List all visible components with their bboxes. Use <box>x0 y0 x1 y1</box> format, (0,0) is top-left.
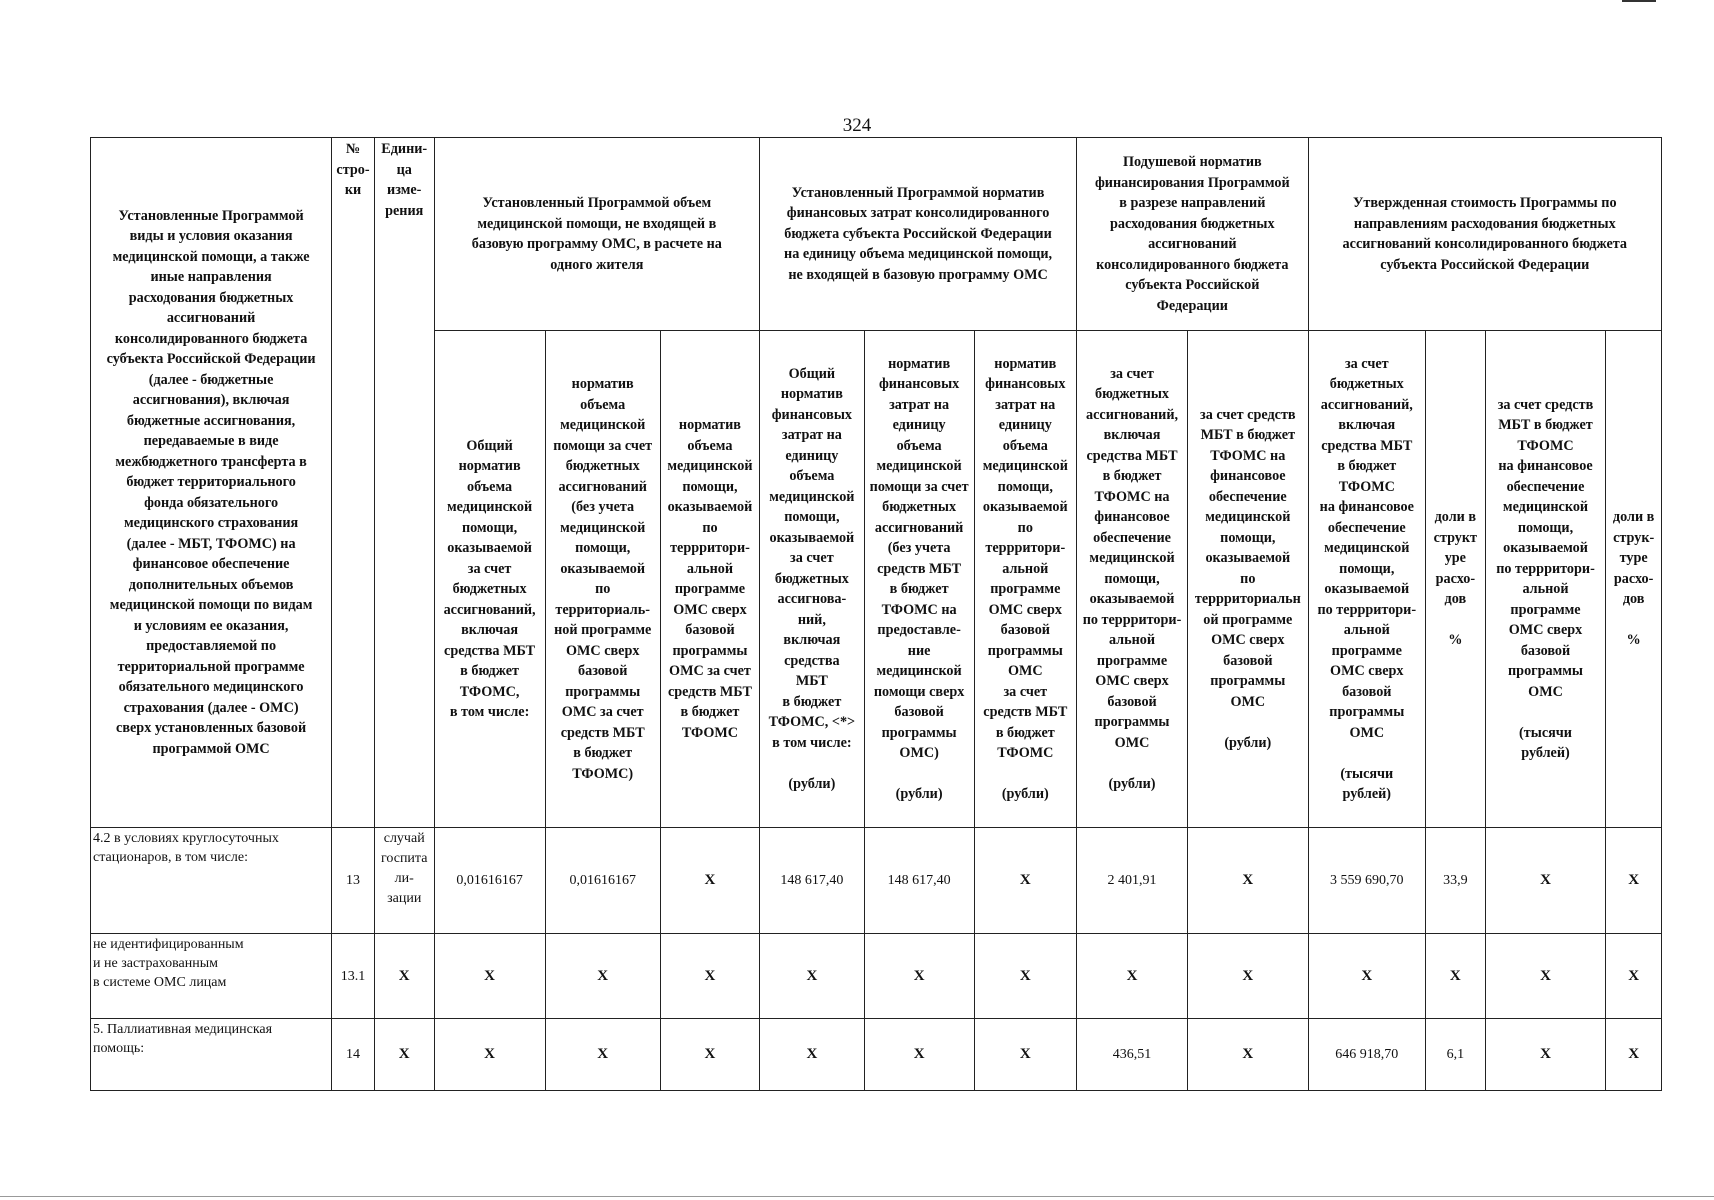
header-sub-4: Общий норматив финансовых затрат на единицу объема медицинской помощи, оказываемой за счет бюджетных ассигнова- ний, включая средства МБТ в бюджет ТФОМС, <*> в том числе: (рубли) <box>760 331 865 828</box>
cell: X <box>1606 934 1662 1019</box>
cell: 148 617,40 <box>760 828 865 934</box>
row-unit: X <box>374 1019 434 1091</box>
cell: X <box>545 934 660 1019</box>
row-name: 5. Паллиативная медицинская помощь: <box>91 1019 332 1091</box>
header-sub-12: доли в струк- туре расхо- дов % <box>1606 331 1662 828</box>
cell: X <box>434 1019 545 1091</box>
cell: X <box>760 1019 865 1091</box>
header-sub-3: норматив объема медицинской помощи, оказываемой по террритори- альной программе ОМС сверх базовой программы ОМС за счет средств МБТ в бюджет ТФОМС <box>660 331 759 828</box>
cell: X <box>1308 934 1425 1019</box>
row-unit: случай госпита ли- зации <box>374 828 434 934</box>
top-edge-line <box>1622 0 1656 2</box>
cell: 2 401,91 <box>1077 828 1188 934</box>
cell: 3 559 690,70 <box>1308 828 1425 934</box>
cell: X <box>974 1019 1076 1091</box>
header-sub-11: за счет средств МБТ в бюджет ТФОМС на финансовое обеспечение медицинской помощи, оказываемой по террритори- альной программе ОМС сверх базовой программы ОМС (тысячи рублей) <box>1485 331 1606 828</box>
row-name: не идентифицированным и не застрахованным в системе ОМС лицам <box>91 934 332 1019</box>
header-sub-2: норматив объема медицинской помощи за счет бюджетных ассигнований (без учета медицинской помощи, оказываемой по территориаль- ной программе ОМС сверх базовой программы ОМС за счет средств МБТ в бюджет ТФОМС) <box>545 331 660 828</box>
row-number: 14 <box>332 1019 375 1091</box>
cell: X <box>864 934 974 1019</box>
cell: X <box>1188 828 1309 934</box>
cell: 646 918,70 <box>1308 1019 1425 1091</box>
row-unit: X <box>374 934 434 1019</box>
header-sub-8: за счет средств МБТ в бюджет ТФОМС на финансовое обеспечение медицинской помощи, оказываемой по террриториальн ой программе ОМС сверх базовой программы ОМС (рубли) <box>1188 331 1309 828</box>
cell: X <box>660 1019 759 1091</box>
cell: X <box>660 828 759 934</box>
header-sub-7: за счет бюджетных ассигнований, включая средства МБТ в бюджет ТФОМС на финансовое обеспечение медицинской помощи, оказываемой по террритори- альной программе ОМС сверх базовой программы ОМС (рубли) <box>1077 331 1188 828</box>
header-group-cost-approved: Утвержденная стоимость Программы по направлениям расходования бюджетных ассигнований консолидированного бюджета субъекта Российской Федерации <box>1308 138 1661 331</box>
cell: X <box>660 934 759 1019</box>
cell: X <box>1485 934 1606 1019</box>
table-row <box>91 1019 1662 1091</box>
cell: X <box>1188 1019 1309 1091</box>
header-unit-column: Едини- ца изме- рения <box>374 138 434 828</box>
header-name-column: Установленные Программой виды и условия оказания медицинской помощи, а также иные направления расходования бюджетных ассигнований консолидированного бюджета субъекта Российской Федерации (далее - бюджетные ассигнования), включая бюджетные ассигнования, передаваемые в виде межбюджетного трансферта в бюджет территориального фонда обязательного медицинского страхования (далее - МБТ, ТФОМС) на финансовое обеспечение дополнительных объемов медицинской помощи по видам и условиям ее оказания, предоставляемой по территориальной программе обязательного медицинского страхования (далее - ОМС) сверх установленных базовой программой ОМС <box>91 138 332 828</box>
cell: 0,01616167 <box>434 828 545 934</box>
cell: 436,51 <box>1077 1019 1188 1091</box>
table-row <box>91 828 1662 934</box>
cell: X <box>1188 934 1309 1019</box>
header-sub-5: норматив финансовых затрат на единицу объема медицинской помощи за счет бюджетных ассигнований (без учета средств МБТ в бюджет ТФОМС на предоставле- ние медицинской помощи сверх базовой программы ОМС) (рубли) <box>864 331 974 828</box>
cell: X <box>1606 1019 1662 1091</box>
cell: 33,9 <box>1425 828 1485 934</box>
row-number: 13.1 <box>332 934 375 1019</box>
header-group-volume: Установленный Программой объем медицинской помощи, не входящей в базовую программу ОМС, в расчете на одного жителя <box>434 138 759 331</box>
cell: 0,01616167 <box>545 828 660 934</box>
header-sub-1: Общий норматив объема медицинской помощи, оказываемой за счет бюджетных ассигнований, включая средства МБТ в бюджет ТФОМС, в том числе: <box>434 331 545 828</box>
cell: X <box>864 1019 974 1091</box>
header-row-number-column: № стро- ки <box>332 138 375 828</box>
header-group-per-capita: Подушевой норматив финансирования Программой в разрезе направлений расходования бюджетных ассигнований консолидированного бюджета субъекта Российской Федерации <box>1077 138 1309 331</box>
header-sub-6: норматив финансовых затрат на единицу объема медицинской помощи, оказываемой по террритори- альной программе ОМС сверх базовой программы ОМС за счет средств МБТ в бюджет ТФОМС (рубли) <box>974 331 1076 828</box>
row-name: 4.2 в условиях круглосуточных стационаров, в том числе: <box>91 828 332 934</box>
cell: X <box>545 1019 660 1091</box>
bottom-edge-line <box>0 1196 1714 1197</box>
cell: X <box>1606 828 1662 934</box>
cell: X <box>974 828 1076 934</box>
cell: X <box>434 934 545 1019</box>
cell: X <box>1485 828 1606 934</box>
cell: 6,1 <box>1425 1019 1485 1091</box>
cell: X <box>1485 1019 1606 1091</box>
table-row <box>91 934 1662 1019</box>
budget-table <box>90 137 1662 1091</box>
cell: X <box>1077 934 1188 1019</box>
header-group-cost-norm: Установленный Программой норматив финансовых затрат консолидированного бюджета субъекта Российской Федерации на единицу объема медицинской помощи, не входящей в базовую программу ОМС <box>760 138 1077 331</box>
cell: 148 617,40 <box>864 828 974 934</box>
header-sub-10: доли в структ уре расхо- дов % <box>1425 331 1485 828</box>
row-number: 13 <box>332 828 375 934</box>
header-sub-9: за счет бюджетных ассигнований, включая средства МБТ в бюджет ТФОМС на финансовое обеспечение медицинской помощи, оказываемой по террритори- альной программе ОМС сверх базовой программы ОМС (тысячи рублей) <box>1308 331 1425 828</box>
cell: X <box>1425 934 1485 1019</box>
page-number: 324 <box>842 115 872 136</box>
cell: X <box>760 934 865 1019</box>
cell: X <box>974 934 1076 1019</box>
